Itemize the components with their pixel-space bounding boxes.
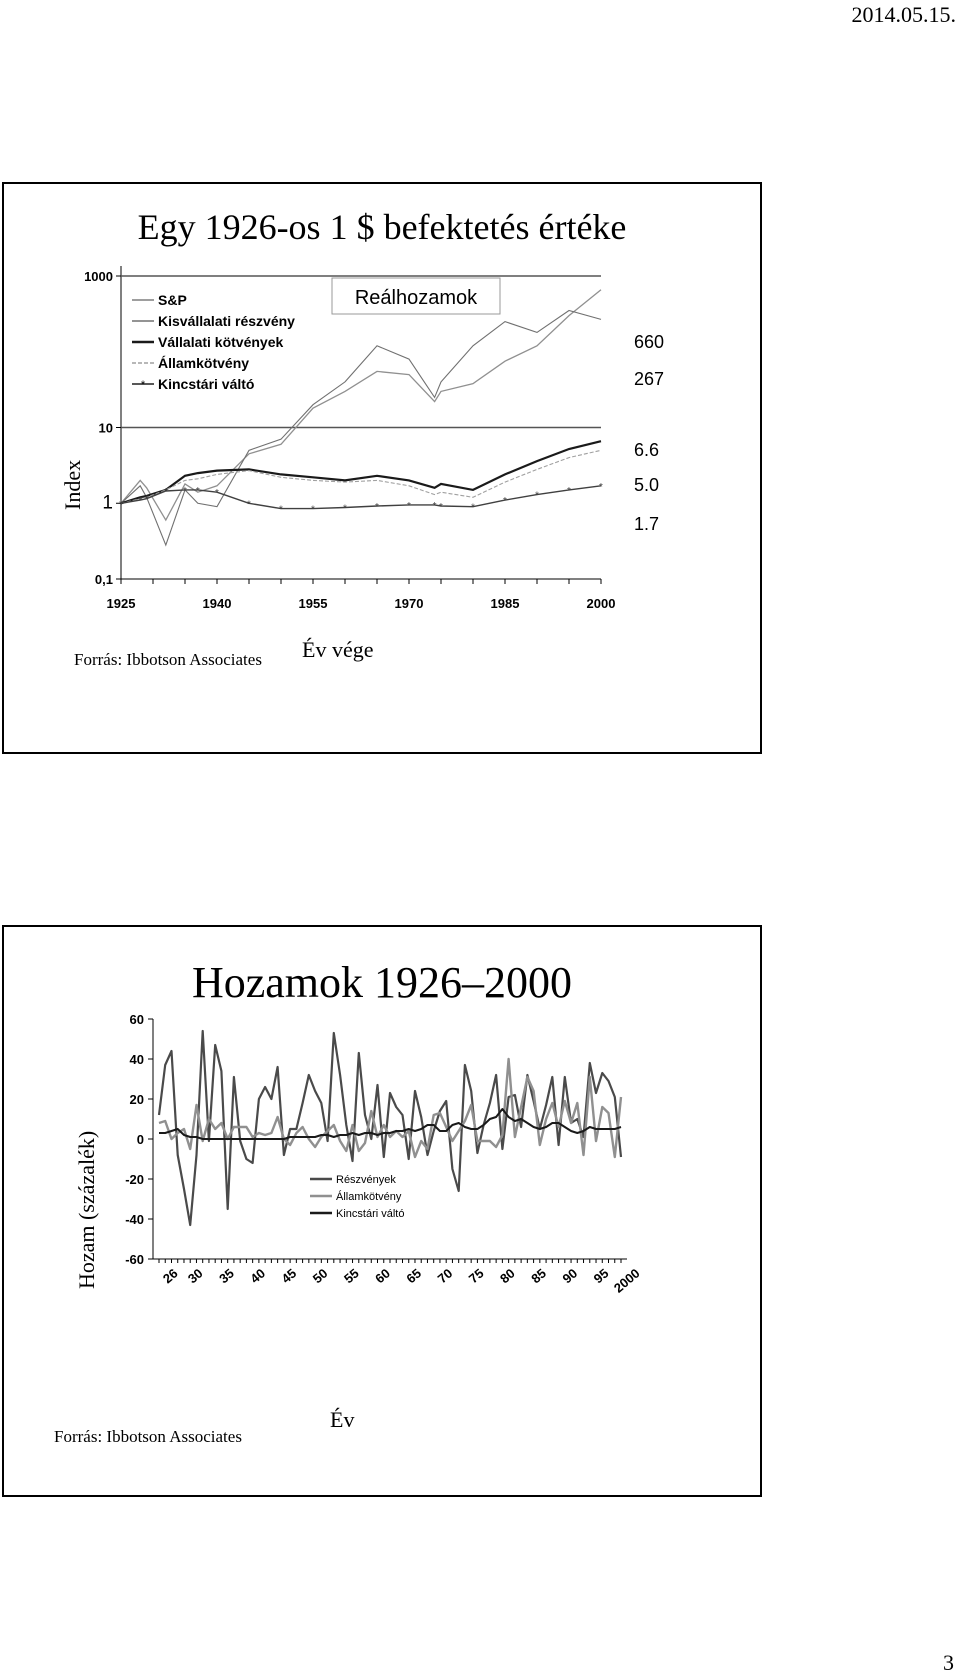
y-tick-label: 0,1	[94, 572, 113, 587]
slide-title: Hozamok 1926–2000	[191, 958, 573, 1007]
series-line	[159, 1059, 621, 1157]
legend-label: Vállalati kötvények	[158, 334, 284, 350]
legend-label: Részvények	[336, 1174, 396, 1186]
source-note: Forrás: Ibbotson Associates	[54, 1427, 242, 1446]
legend-label: Kisvállalati részvény	[158, 313, 295, 329]
x-tick-label: 2000	[610, 1265, 643, 1296]
legend-marker: *	[140, 379, 146, 391]
x-tick-label: 2000	[586, 596, 616, 611]
chart-investment-value	[4, 184, 764, 756]
y-axis-label: Hozam (százalék)	[74, 1130, 99, 1289]
end-value-label: 5.0	[634, 475, 660, 495]
end-value-label: 1.7	[634, 514, 660, 534]
y-tick-label: 1	[102, 492, 113, 514]
y-tick-label: -40	[125, 1212, 144, 1227]
series-marker: *	[247, 499, 251, 511]
series-marker: *	[163, 487, 168, 499]
page-number: 3	[943, 1650, 954, 1675]
series-marker: *	[471, 502, 475, 514]
x-tick-label: 50	[309, 1265, 331, 1287]
end-value-label: 660	[634, 332, 665, 352]
x-tick-label: 45	[278, 1265, 300, 1287]
y-tick-label: -20	[125, 1172, 144, 1187]
legend-label: S&P	[158, 292, 187, 308]
y-tick-label: 0	[136, 1132, 144, 1147]
header-date: 2014.05.15.	[851, 2, 956, 27]
end-value-label: 267	[634, 369, 665, 389]
series-marker: *	[311, 504, 315, 516]
x-tick-label: 95	[590, 1265, 612, 1287]
source-note: Forrás: Ibbotson Associates	[74, 650, 262, 669]
y-tick-label: 1000	[84, 269, 113, 284]
series-marker: *	[144, 494, 149, 506]
series-marker: *	[279, 504, 283, 516]
x-axis-label: Év vége	[302, 637, 374, 662]
series-marker: *	[183, 485, 187, 497]
series-marker: *	[215, 488, 219, 500]
x-tick-label: 1955	[298, 596, 328, 611]
x-tick-label: 65	[403, 1265, 425, 1287]
y-tick-label: 20	[129, 1092, 144, 1107]
x-tick-label: 60	[372, 1265, 393, 1287]
x-tick-label: 35	[216, 1265, 237, 1287]
series-marker: *	[195, 485, 200, 497]
x-tick-label: 26	[159, 1265, 181, 1287]
legend-label: Államkötvény	[336, 1191, 402, 1203]
x-tick-label: 75	[465, 1265, 487, 1287]
x-tick-label: 85	[528, 1265, 550, 1287]
series-marker: *	[599, 481, 603, 493]
y-axis-label: Index	[60, 459, 85, 510]
series-marker: *	[439, 501, 443, 513]
series-line	[121, 486, 601, 509]
x-tick-label: 1985	[490, 596, 520, 611]
x-tick-label: 1925	[106, 596, 136, 611]
series-marker: *	[503, 496, 507, 508]
x-tick-label: 80	[497, 1265, 518, 1287]
slide-returns	[2, 925, 762, 1497]
x-tick-label: 1940	[202, 596, 232, 611]
series-marker: *	[535, 490, 539, 502]
y-tick-label: 60	[129, 1012, 144, 1027]
series-marker: *	[119, 499, 123, 511]
x-tick-label: 70	[434, 1265, 456, 1287]
series-marker: *	[432, 500, 437, 512]
x-tick-label: 40	[247, 1265, 269, 1287]
chart-returns	[4, 927, 764, 1499]
x-axis-label: Év	[330, 1407, 355, 1432]
series-marker: *	[375, 501, 379, 513]
legend-label: Kincstári váltó	[158, 376, 255, 392]
series-marker: *	[407, 500, 411, 512]
y-tick-label: 10	[98, 420, 113, 436]
series-marker: *	[343, 503, 347, 515]
x-tick-label: 30	[184, 1265, 206, 1287]
annotation-box-label: Reálhozamok	[354, 287, 478, 309]
slide-investment-value	[2, 182, 762, 754]
slide-title: Egy 1926-os 1 $ befektetés értéke	[137, 207, 627, 247]
y-tick-label: 40	[129, 1052, 144, 1067]
legend-label: Államkötvény	[158, 355, 250, 371]
x-tick-label: 1970	[394, 596, 424, 611]
x-tick-label: 90	[559, 1265, 581, 1287]
end-value-label: 6.6	[634, 440, 660, 460]
x-tick-label: 55	[340, 1265, 362, 1287]
legend-label: Kincstári váltó	[336, 1208, 405, 1220]
y-tick-label: -60	[125, 1252, 144, 1267]
series-marker: *	[138, 496, 143, 508]
series-marker: *	[567, 485, 571, 497]
